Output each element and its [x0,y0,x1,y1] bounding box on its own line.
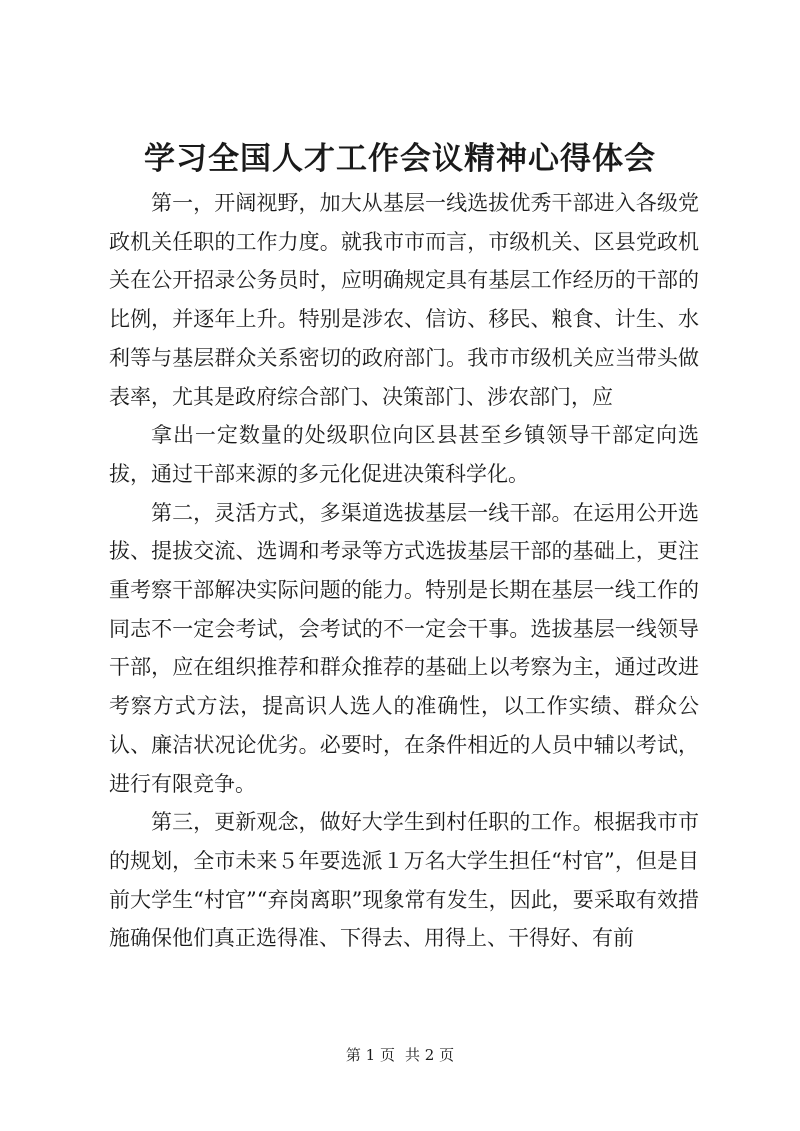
paragraph-2: 拿出一定数量的处级职位向区县甚至乡镇领导干部定向选拔，通过干部来源的多元化促进决策科学化。 [109,423,699,486]
paragraph-3: 第二，灵活方式，多渠道选拔基层一线干部。在运用公开选拔、提拔交流、选调和考录等方式选拔基层干部的基础上，更注重考察干部解决实际问题的能力。特别是长期在基层一线工作的同志不一定会考试，会考试的不一定会干事。选拔基层一线领导干部，应在组织推荐和群众推荐的基础上以考察为主，通过改进考察方式方法，提高识人选人的准确性，以工作实绩、群众公认、廉洁状况论优劣。必要时，在条件相近的人员中辅以考试，进行有限竞争。 [109,500,699,796]
document-body [109,184,699,958]
paragraph-4: 第三，更新观念，做好大学生到村任职的工作。根据我市市的规划，全市未来５年要选派１万名大学生担任“村官”，但是目前大学生“村官”“弃岗离职”现象常有发生，因此，要采取有效措施确保他们真正选得准、下得去、用得上、干得好、有前 [109,810,699,951]
page-footer [0,1045,800,1065]
page-number: 第 1 页 [345,1046,395,1064]
paragraph-1: 第一，开阔视野，加大从基层一线选拔优秀干部进入各级党政机关任职的工作力度。就我市市而言，市级机关、区县党政机关在公开招录公务员时，应明确规定具有基层工作经历的干部的比例，并逐年上升。特别是涉农、信访、移民、粮食、计生、水利等与基层群众关系密切的政府部门。我市市级机关应当带头做表率，尤其是政府综合部门、决策部门、涉农部门，应 [109,191,699,409]
page-total: 共 2 页 [405,1046,455,1064]
document-title: 学习全国人才工作会议精神心得体会 [144,141,656,177]
